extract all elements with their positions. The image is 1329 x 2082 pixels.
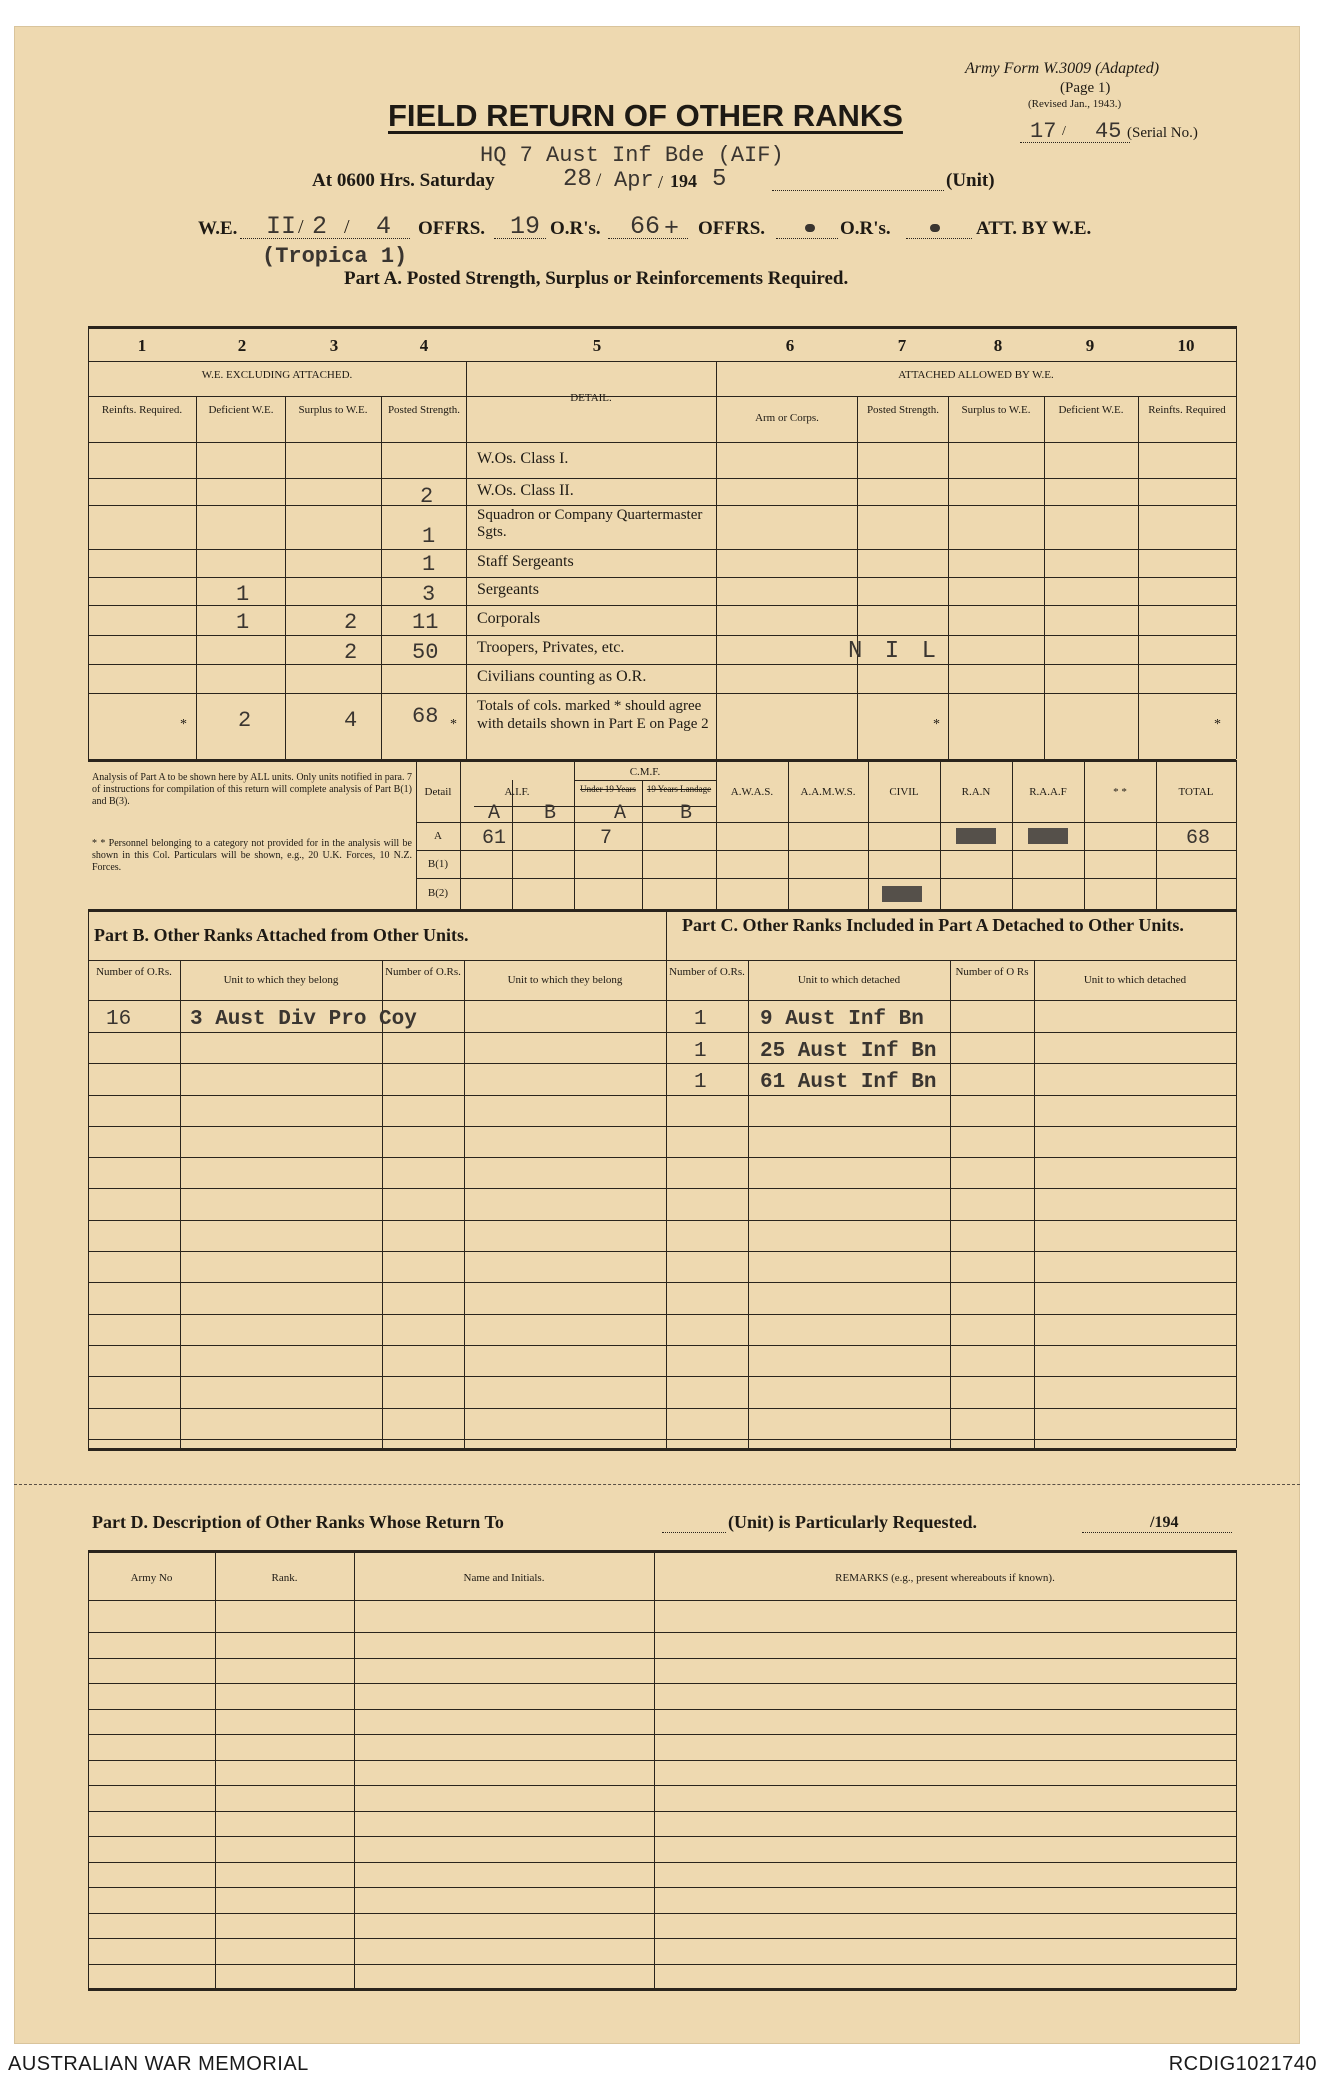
- ruled-line: [88, 1439, 1236, 1440]
- perforation-line: [14, 1484, 1300, 1485]
- form-id: Army Form W.3009 (Adapted): [965, 60, 1160, 77]
- part-c-entry-number: 1: [694, 1071, 707, 1094]
- row-detail: W.Os. Class I.: [477, 450, 569, 467]
- part-b-entry-unit: 3 Aust Div Pro Coy: [190, 1008, 417, 1031]
- ruled-line: [88, 1938, 1236, 1939]
- col-deficient: Deficient W.E.: [208, 404, 274, 416]
- ruled-line: [88, 1913, 1236, 1914]
- star-mark: *: [180, 717, 187, 732]
- ruled-line: [88, 1282, 1236, 1283]
- unit-label: (Unit): [946, 170, 995, 191]
- att-label: ATT. BY W.E.: [976, 218, 1092, 239]
- column-number: 1: [137, 336, 147, 355]
- part-c-number-header-2: Number of O Rs: [955, 966, 1029, 978]
- part-c-entry-unit: 9 Aust Inf Bn: [760, 1008, 924, 1031]
- star-mark: *: [450, 717, 457, 732]
- revised-date: (Revised Jan., 1943.): [1028, 98, 1122, 110]
- ruled-line: [88, 1709, 1236, 1710]
- col-arm-corps: Arm or Corps.: [755, 412, 819, 424]
- row-detail: Corporals: [477, 610, 541, 627]
- row-surplus: 2: [344, 610, 358, 635]
- serial-month: 45: [1095, 119, 1122, 144]
- serial-label: (Serial No.): [1127, 125, 1198, 141]
- blocked-cell: [1028, 828, 1068, 844]
- offrs-label-2: OFFRS.: [698, 218, 766, 239]
- ruled-line: [88, 1188, 1236, 1189]
- ors-value: 66: [630, 212, 661, 241]
- row-posted: 1: [422, 552, 436, 577]
- cmf-a-value: 7: [600, 827, 613, 850]
- army-no-header: Army No: [130, 1572, 173, 1584]
- ruled-line: [88, 1658, 1236, 1659]
- ruled-line: [88, 1811, 1236, 1812]
- row-detail: Civilians counting as O.R.: [477, 668, 647, 685]
- column-number: 7: [897, 336, 907, 355]
- col-attached-reinfts: Reinfts. Required: [1148, 404, 1226, 416]
- row-detail: Sergeants: [477, 581, 539, 598]
- weekday: Saturday: [419, 170, 495, 191]
- aif-a-value: 61: [482, 827, 507, 850]
- ruled-line: [88, 1314, 1236, 1315]
- part-b-entry-number: 16: [106, 1008, 132, 1031]
- star-mark: *: [933, 717, 940, 732]
- part-d-date: /194: [1150, 1514, 1179, 1531]
- aif-header: A.I.F.: [504, 786, 530, 798]
- part-d-title-unit: (Unit) is Particularly Requested.: [728, 1512, 977, 1532]
- row-posted: 3: [422, 582, 436, 607]
- ruled-line: [88, 1683, 1236, 1684]
- part-b-unit-header: Unit to which they belong: [223, 974, 339, 986]
- ruled-line: [88, 1220, 1236, 1221]
- row-deficient: 1: [236, 610, 250, 635]
- analysis-row-b1: B(1): [427, 858, 449, 870]
- rank-header: Rank.: [271, 1572, 298, 1584]
- name-header: Name and Initials.: [463, 1572, 545, 1584]
- ruled-line: [88, 1095, 1236, 1096]
- row-surplus: 2: [344, 640, 358, 665]
- ors-label: O.R's.: [550, 218, 601, 239]
- analysis-row-a: A: [434, 830, 442, 842]
- total-a-value: 68: [1186, 827, 1211, 850]
- part-c-unit-header-2: Unit to which detached: [1083, 974, 1187, 986]
- row-posted: 11: [412, 610, 439, 635]
- part-b-number-header: Number of O.Rs.: [96, 966, 172, 978]
- blocked-cell: [882, 886, 922, 902]
- form-title: FIELD RETURN OF OTHER RANKS: [388, 98, 903, 133]
- total-surplus: 4: [344, 708, 358, 733]
- ruled-line: [88, 1376, 1236, 1377]
- row-detail: W.Os. Class II.: [477, 482, 574, 499]
- part-a-title: Part A. Posted Strength, Surplus or Reinforcements Required.: [344, 268, 849, 289]
- we-value-a: II: [266, 212, 297, 241]
- nil-stamp: N I L: [848, 638, 941, 665]
- cmf-19-years: 19 Years Landage: [646, 784, 712, 794]
- aif-sub-b: B: [544, 802, 557, 825]
- column-number: 3: [329, 336, 339, 355]
- ruled-line: [88, 1251, 1236, 1252]
- group-left-header: W.E. EXCLUDING ATTACHED.: [201, 369, 353, 381]
- we-label: W.E.: [198, 218, 238, 239]
- part-c-entry-number: 1: [694, 1008, 707, 1031]
- part-b-unit-header-2: Unit to which they belong: [507, 974, 623, 986]
- other-header: * *: [1113, 786, 1127, 798]
- offrs-label: OFFRS.: [418, 218, 486, 239]
- part-c-entry-unit: 61 Aust Inf Bn: [760, 1071, 937, 1094]
- row-detail: Staff Sergeants: [477, 553, 574, 570]
- archive-id: RCDIG1021740: [1168, 2053, 1317, 2075]
- ruled-line: [88, 1862, 1236, 1863]
- ruled-line: [88, 1734, 1236, 1735]
- column-number: 8: [993, 336, 1003, 355]
- part-c-number-header: Number of O.Rs.: [669, 966, 745, 978]
- unit-name: HQ 7 Aust Inf Bde (AIF): [480, 143, 784, 168]
- year-prefix: 194: [670, 171, 697, 191]
- ran-header: R.A.N: [961, 786, 991, 798]
- remarks-header: REMARKS (e.g., present whereabouts if known).: [835, 1572, 1055, 1584]
- col-surplus: Surplus to W.E.: [298, 404, 368, 416]
- ruled-line: [88, 1760, 1236, 1761]
- column-number: 10: [1177, 336, 1195, 355]
- part-c-unit-header: Unit to which detached: [797, 974, 901, 986]
- row-posted: 1: [422, 524, 436, 549]
- ors-label-2: O.R's.: [840, 218, 891, 239]
- date-day: 28: [563, 166, 592, 193]
- ruled-line: [88, 1157, 1236, 1158]
- serial-day: 17: [1030, 119, 1057, 144]
- row-detail: Squadron or Company Quartermaster Sgts.: [477, 507, 703, 540]
- page-number: (Page 1): [1060, 80, 1111, 96]
- analysis-note-2: * * Personnel belonging to a category not provided for in the analysis will be shown in this Col. Particulars will be shown, e.g., 20 U.K. Forces, 10 N.Z. Forces.: [92, 838, 412, 873]
- analysis-note: Analysis of Part A to be shown here by ALL units. Only units notified in para. 7 of instructions for compilation of this return will complete analysis of Part B(1) and B(3).: [92, 772, 412, 807]
- we-value-c: 4: [376, 212, 392, 241]
- cmf-sub-a: A: [614, 802, 627, 825]
- column-number: 5: [592, 336, 602, 355]
- aamws-header: A.A.M.W.S.: [800, 786, 856, 798]
- ruled-line: [88, 1126, 1236, 1127]
- part-d-title: Part D. Description of Other Ranks Whose Return To: [92, 1512, 504, 1532]
- date-month: Apr: [614, 168, 654, 193]
- totals-detail: Totals of cols. marked * should agree with details shown in Part E on Page 2: [477, 698, 709, 732]
- total-header: TOTAL: [1178, 786, 1214, 798]
- year-digit: 5: [712, 166, 727, 193]
- we-value-b: 2: [312, 212, 328, 241]
- col-attached-deficient: Deficient W.E.: [1058, 404, 1124, 416]
- ruled-line: [88, 1408, 1236, 1409]
- ruled-line: [88, 1964, 1236, 1965]
- total-deficient: 2: [238, 708, 252, 733]
- col-posted-strength: Posted Strength.: [387, 404, 461, 416]
- part-c-entry-number: 1: [694, 1040, 707, 1063]
- archive-credit: AUSTRALIAN WAR MEMORIAL: [8, 2053, 309, 2075]
- cmf-under-19: Under 19 Years: [580, 784, 636, 794]
- analysis-row-b2: B(2): [427, 887, 449, 899]
- ruled-line: [88, 1063, 1236, 1064]
- col-reinfts-required: Reinfts. Required.: [101, 404, 183, 416]
- star-mark: *: [1214, 717, 1221, 732]
- row-detail: Troopers, Privates, etc.: [477, 639, 625, 656]
- row-deficient: 1: [236, 582, 250, 607]
- cmf-header: C.M.F.: [629, 766, 661, 778]
- time-line: At 0600 Hrs. Saturday: [312, 170, 495, 191]
- row-posted: 2: [420, 484, 434, 509]
- ruled-line: [88, 1632, 1236, 1633]
- ruled-line: [88, 1345, 1236, 1346]
- ruled-line: [88, 1785, 1236, 1786]
- column-number: 4: [419, 336, 429, 355]
- analysis-detail-label: Detail: [424, 786, 452, 798]
- cmf-sub-b: B: [680, 802, 693, 825]
- plus-sign: +: [664, 214, 680, 243]
- ruled-line: [88, 1836, 1236, 1837]
- column-number: 2: [237, 336, 247, 355]
- detail-header: DETAIL.: [570, 392, 612, 404]
- tropical-note: (Tropica 1): [262, 244, 408, 269]
- civil-header: CIVIL: [889, 786, 919, 798]
- group-right-header: ATTACHED ALLOWED BY W.E.: [898, 369, 1054, 381]
- part-c-title: Part C. Other Ranks Included in Part A Detached to Other Units.: [682, 915, 1184, 935]
- time-value: 0600: [336, 170, 375, 191]
- blocked-cell: [956, 828, 996, 844]
- total-posted: 68: [412, 704, 439, 729]
- raaf-header: R.A.A.F: [1029, 786, 1067, 798]
- ruled-line: [88, 1887, 1236, 1888]
- aif-sub-a: A: [488, 802, 501, 825]
- ruled-line: [88, 1032, 1236, 1033]
- awas-header: A.W.A.S.: [730, 786, 774, 798]
- offrs-value: 19: [510, 212, 541, 241]
- column-number: 6: [785, 336, 795, 355]
- col-attached-surplus: Surplus to W.E.: [961, 404, 1031, 416]
- part-c-entry-unit: 25 Aust Inf Bn: [760, 1040, 937, 1063]
- part-b-title: Part B. Other Ranks Attached from Other Units.: [94, 925, 469, 945]
- part-b-number-header-2: Number of O.Rs.: [385, 966, 461, 978]
- row-posted: 50: [412, 640, 439, 665]
- column-number: 9: [1085, 336, 1095, 355]
- col-attached-posted: Posted Strength.: [866, 404, 940, 416]
